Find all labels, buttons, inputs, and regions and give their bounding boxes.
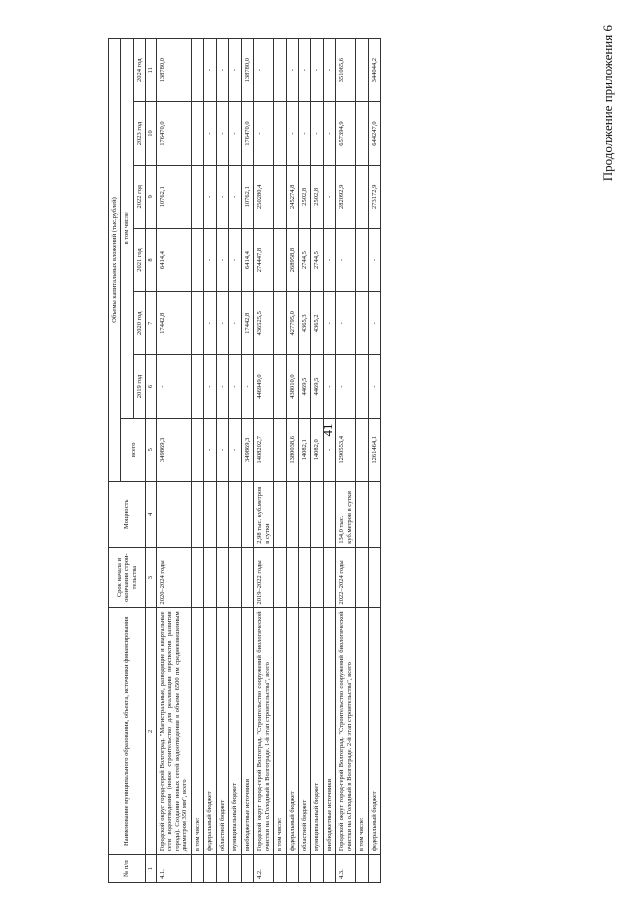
row-power: [356, 481, 368, 547]
row-2022: 2502,8: [311, 165, 323, 228]
row-2023: -: [298, 102, 310, 165]
row-2021: 2744,5: [298, 228, 310, 291]
row-2021: 6414,4: [241, 228, 253, 291]
row-power: [298, 481, 310, 547]
header-2021: 2021 год: [133, 228, 145, 291]
row-2024: -: [298, 39, 310, 102]
row-2020: 17442,8: [241, 292, 253, 355]
row-number: 4.2.: [254, 855, 274, 883]
row-term: [286, 547, 298, 608]
row-total: [191, 418, 203, 481]
row-term: [298, 547, 310, 608]
row-total: -: [216, 418, 228, 481]
row-2020: -: [216, 292, 228, 355]
row-number: [204, 855, 216, 883]
row-name: Городской округ город-герой Волгоград. "Строительство сооружений биологической очистки на о.Голодный в Волгограде. 2-й этап строительства", всего: [336, 608, 356, 855]
row-power: [229, 481, 241, 547]
row-number: [311, 855, 323, 883]
table-row: [336, 39, 356, 883]
row-2021: 6414,4: [156, 228, 191, 291]
row-2019: 446949,0: [254, 355, 274, 418]
row-2021: -: [336, 228, 356, 291]
row-2021: 268958,8: [286, 228, 298, 291]
row-2024: -: [204, 39, 216, 102]
row-2022: [356, 165, 368, 228]
row-total: -: [204, 418, 216, 481]
row-2024: 138780,0: [241, 39, 253, 102]
column-index: 6: [146, 355, 156, 418]
table-row: [216, 39, 228, 883]
row-2020: 436525,5: [254, 292, 274, 355]
row-2021: -: [323, 228, 335, 291]
row-2023: 644247,0: [368, 102, 380, 165]
row-name: областной бюджет: [298, 608, 310, 855]
column-index: 9: [146, 165, 156, 228]
row-2024: [356, 39, 368, 102]
row-2024: -: [216, 39, 228, 102]
table-row: [156, 39, 191, 883]
row-total: 1290553,4: [336, 418, 356, 481]
table-row: [191, 39, 203, 883]
row-power: [191, 481, 203, 547]
row-2021: 2744,5: [311, 228, 323, 291]
row-name: федеральный бюджет: [204, 608, 216, 855]
row-term: [241, 547, 253, 608]
row-2022: -: [229, 165, 241, 228]
row-number: [216, 855, 228, 883]
row-total: [274, 418, 286, 481]
row-2020: -: [204, 292, 216, 355]
row-power: [241, 481, 253, 547]
row-number: [323, 855, 335, 883]
column-index-row: [146, 39, 156, 883]
row-name: Городской округ город-герой Волгоград. "Строительство сооружений биологической очистки на о.Голодный в Волгограде. 1-й этап строительства", всего: [254, 608, 274, 855]
row-name: в том числе:: [356, 608, 368, 855]
table-row: [241, 39, 253, 883]
row-name: федеральный бюджет: [368, 608, 380, 855]
row-2022: 10762,1: [241, 165, 253, 228]
row-power: [216, 481, 228, 547]
row-term: [191, 547, 203, 608]
capital-investment-table: [108, 38, 381, 883]
header-num: № п/п: [109, 855, 146, 883]
row-2019: 4469,5: [311, 355, 323, 418]
row-power: [286, 481, 298, 547]
row-2021: -: [216, 228, 228, 291]
row-term: [356, 547, 368, 608]
row-2022: 282092,9: [336, 165, 356, 228]
row-number: [229, 855, 241, 883]
row-2024: -: [229, 39, 241, 102]
row-2022: -: [204, 165, 216, 228]
row-2020: -: [368, 292, 380, 355]
row-2024: [274, 39, 286, 102]
header-total: всего: [121, 418, 146, 481]
row-2023: 176470,0: [156, 102, 191, 165]
row-2020: [356, 292, 368, 355]
row-2023: -: [311, 102, 323, 165]
row-2019: 438010,0: [286, 355, 298, 418]
row-power: [323, 481, 335, 547]
table-row: [311, 39, 323, 883]
row-2020: [191, 292, 203, 355]
row-2019: -: [241, 355, 253, 418]
row-2021: [274, 228, 286, 291]
row-2020: -: [323, 292, 335, 355]
row-total: [356, 418, 368, 481]
row-2019: -: [204, 355, 216, 418]
row-power: [204, 481, 216, 547]
table-row: [356, 39, 368, 883]
row-term: [323, 547, 335, 608]
row-number: [356, 855, 368, 883]
row-power: [156, 481, 191, 547]
row-2019: -: [336, 355, 356, 418]
row-2024: 138780,0: [156, 39, 191, 102]
row-term: 2020–2024 годы: [156, 547, 191, 608]
table-row: [323, 39, 335, 883]
header-incl: в том числе: [121, 39, 133, 419]
row-2023: 657394,9: [336, 102, 356, 165]
row-name: в том числе:: [191, 608, 203, 855]
row-number: [286, 855, 298, 883]
row-total: -: [323, 418, 335, 481]
row-term: [204, 547, 216, 608]
row-name: внебюджетные источники: [323, 608, 335, 855]
row-2021: -: [368, 228, 380, 291]
row-2024: -: [311, 39, 323, 102]
row-2020: -: [336, 292, 356, 355]
row-name: муниципальный бюджет: [311, 608, 323, 855]
row-2023: [274, 102, 286, 165]
row-2019: [274, 355, 286, 418]
row-2024: -: [286, 39, 298, 102]
header-2023: 2023 год: [133, 102, 145, 165]
table-body: [156, 39, 380, 883]
header-2019: 2019 год: [133, 355, 145, 418]
row-2024: [191, 39, 203, 102]
row-2019: -: [229, 355, 241, 418]
header-term: Срок начала и окончания строи- тельства: [109, 547, 146, 608]
row-name: Городской округ город-герой Волгоград. "Магистральные, разводящие и квартальные сети водоотведения (новое строительство для реализации перспектив развития города). Создание новых сетей водоотведения в объеме 6500 пм средневзвешенным диаметром 350 мм", всего: [156, 608, 191, 855]
row-term: 2019–2022 годы: [254, 547, 274, 608]
header-2022: 2022 год: [133, 165, 145, 228]
row-2022: -: [323, 165, 335, 228]
row-number: [298, 855, 310, 883]
row-number: [274, 855, 286, 883]
row-total: 349869,3: [156, 418, 191, 481]
row-2023: [356, 102, 368, 165]
row-2019: [356, 355, 368, 418]
table-row: [286, 39, 298, 883]
table-row: [204, 39, 216, 883]
row-2023: -: [229, 102, 241, 165]
row-2022: 10762,1: [156, 165, 191, 228]
page-number: 41: [320, 423, 335, 437]
row-2023: -: [216, 102, 228, 165]
row-2023: [191, 102, 203, 165]
row-2021: -: [204, 228, 216, 291]
row-2024: 351065,6: [336, 39, 356, 102]
row-power: [311, 481, 323, 547]
column-index: 5: [146, 418, 156, 481]
table-row: [229, 39, 241, 883]
row-total: 1380038,6: [286, 418, 298, 481]
row-total: 349869,3: [241, 418, 253, 481]
row-2020: -: [229, 292, 241, 355]
row-power: [368, 481, 380, 547]
row-name: в том числе:: [274, 608, 286, 855]
row-2019: [191, 355, 203, 418]
row-2019: -: [368, 355, 380, 418]
row-2021: -: [229, 228, 241, 291]
row-2022: 273172,9: [368, 165, 380, 228]
column-index: 8: [146, 228, 156, 291]
row-2022: 2502,8: [298, 165, 310, 228]
row-2020: [274, 292, 286, 355]
row-number: [191, 855, 203, 883]
row-2023: -: [323, 102, 335, 165]
row-2021: 274447,8: [254, 228, 274, 291]
header-power: Мощность: [109, 481, 146, 547]
row-2023: 176470,0: [241, 102, 253, 165]
row-number: 4.1.: [156, 855, 191, 883]
row-2019: -: [323, 355, 335, 418]
row-2024: 344044,2: [368, 39, 380, 102]
row-total: 1408202,7: [254, 418, 274, 481]
row-2020: 427795,0: [286, 292, 298, 355]
row-number: [241, 855, 253, 883]
header-volume: Объемы капитальных вложений (тыс.рублей): [109, 39, 121, 482]
row-2022: -: [216, 165, 228, 228]
table-row: [298, 39, 310, 883]
table-row: [274, 39, 286, 883]
table-row: [254, 39, 274, 883]
row-name: муниципальный бюджет: [229, 608, 241, 855]
row-2023: -: [286, 102, 298, 165]
row-term: 2022–2024 годы: [336, 547, 356, 608]
row-term: [216, 547, 228, 608]
row-name: федеральный бюджет: [286, 608, 298, 855]
column-index: 7: [146, 292, 156, 355]
row-2021: [191, 228, 203, 291]
appendix-title: Продолжение приложения 6: [600, 25, 615, 182]
column-index: 3: [146, 547, 156, 608]
row-power: 134,0 тыс. куб.метров в сутки: [336, 481, 356, 547]
row-2020: 4365,2: [311, 292, 323, 355]
row-2022: [274, 165, 286, 228]
row-2024: -: [254, 39, 274, 102]
row-number: 4.3.: [336, 855, 356, 883]
row-total: 1261464,1: [368, 418, 380, 481]
row-total: 14082,1: [298, 418, 310, 481]
row-2022: 245274,8: [286, 165, 298, 228]
row-2020: 4365,3: [298, 292, 310, 355]
row-2020: 17442,8: [156, 292, 191, 355]
row-power: 2,98 тыс. куб.метров в сутки: [254, 481, 274, 547]
row-2023: -: [204, 102, 216, 165]
row-term: [274, 547, 286, 608]
column-index: 4: [146, 481, 156, 547]
row-2023: -: [254, 102, 274, 165]
row-2019: -: [216, 355, 228, 418]
row-2024: -: [323, 39, 335, 102]
row-2019: 4469,5: [298, 355, 310, 418]
row-total: -: [229, 418, 241, 481]
table-row: [368, 39, 380, 883]
row-term: [229, 547, 241, 608]
row-2021: [356, 228, 368, 291]
row-2019: -: [156, 355, 191, 418]
header-2020: 2020 год: [133, 292, 145, 355]
header-name: Наименование муниципального образования, объекта, источники финансирования: [109, 608, 146, 855]
row-term: [311, 547, 323, 608]
row-number: [368, 855, 380, 883]
column-index: 10: [146, 102, 156, 165]
row-name: областной бюджет: [216, 608, 228, 855]
row-2022: 250280,4: [254, 165, 274, 228]
header-2024: 2024 год: [133, 39, 145, 102]
column-index: 2: [146, 608, 156, 855]
row-2022: [191, 165, 203, 228]
row-name: внебюджетные источники: [241, 608, 253, 855]
column-index: 1: [146, 855, 156, 883]
row-total: 14082,0: [311, 418, 323, 481]
row-power: [274, 481, 286, 547]
column-index: 11: [146, 39, 156, 102]
row-term: [368, 547, 380, 608]
